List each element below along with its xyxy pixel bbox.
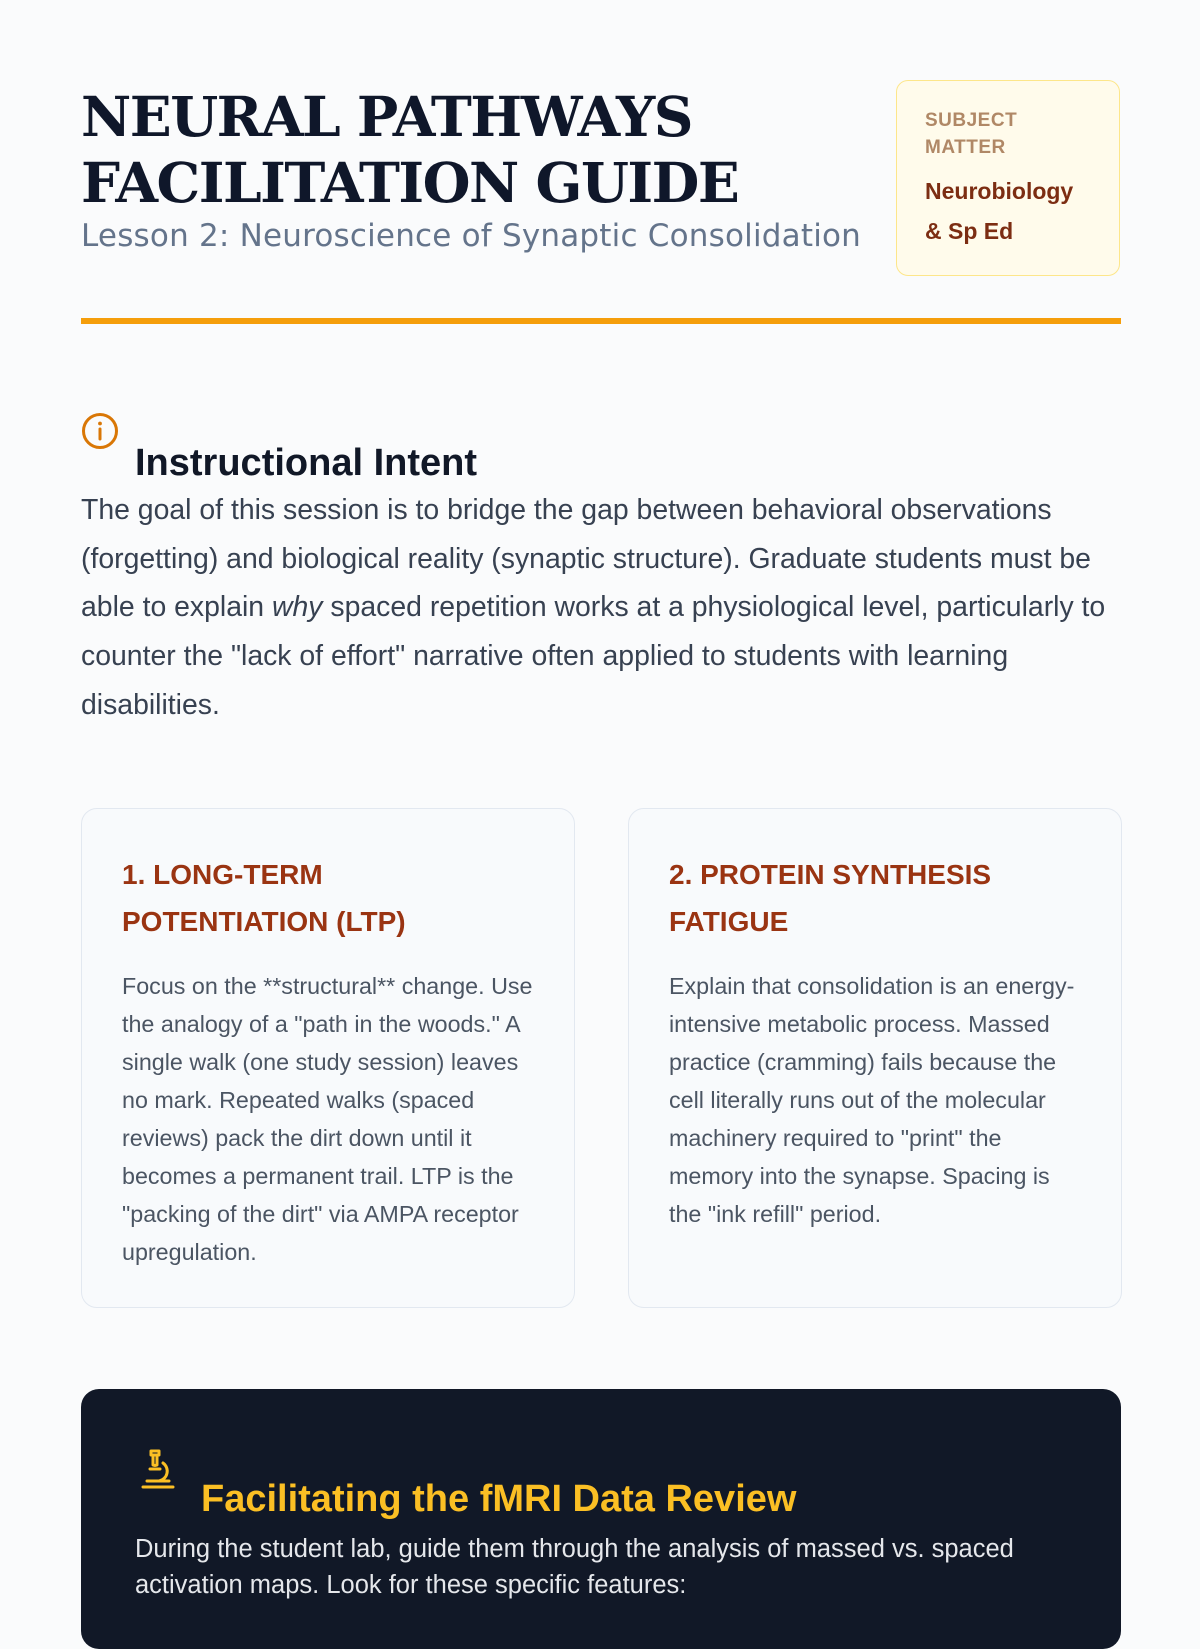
card-title: 2. PROTEIN SYNTHESIS FATIGUE (669, 859, 992, 937)
page-subtitle: Lesson 2: Neuroscience of Synaptic Consolidation (81, 218, 862, 254)
fmri-body: During the student lab, guide them through the analysis of massed vs. spaced activation maps. Look for these specific features: (135, 1535, 1014, 1599)
intent-text-part2: spaced repetition works at a physiological level, particularly to counter the "lack of effort" narrative often applied to students with learning disabilities. (81, 591, 1106, 721)
intent-text-part1: The goal of this session is to bridge the gap between behavioral observations (forgetting) and biological reality (synaptic structure). Graduate students must be able to explain (81, 494, 1091, 624)
intent-emphasis: why (272, 591, 323, 624)
card-body: Focus on the **structural** change. Use the analogy of a "path in the woods." A single walk (one study session) leaves no mark. Repeated walks (spaced reviews) pack the dirt down until it becomes a permanent trail. LTP is the "packing of the dirt" via AMPA receptor upregulation. (122, 973, 533, 1265)
card-body: Explain that consolidation is an energy-intensive metabolic process. Massed practice (cramming) fails because the cell literally runs out of the molecular machinery required to "print" the memory into the synapse. Spacing is the "ink refill" period. (669, 973, 1075, 1227)
intent-title: Instructional Intent (135, 441, 477, 484)
card-title: 1. LONG-TERM POTENTIATION (LTP) (122, 859, 406, 937)
section-heading (81, 406, 981, 484)
header-divider (81, 318, 1121, 324)
page-title: NEURAL PATHWAYS FACILITATION GUIDE (81, 84, 739, 215)
intent-paragraph (81, 486, 1121, 730)
subject-matter-box (896, 80, 1120, 276)
document-header (81, 80, 1121, 280)
subject-label: SUBJECT MATTER (925, 110, 1018, 158)
microscope-icon (137, 1447, 179, 1491)
concept-card-protein-synthesis (628, 808, 1122, 1308)
info-icon (81, 412, 119, 450)
fmri-title: Facilitating the fMRI Data Review (201, 1477, 797, 1520)
concept-card-ltp (81, 808, 575, 1308)
fmri-review-section (81, 1389, 1121, 1649)
subject-value: Neurobiology & Sp Ed (925, 178, 1074, 244)
